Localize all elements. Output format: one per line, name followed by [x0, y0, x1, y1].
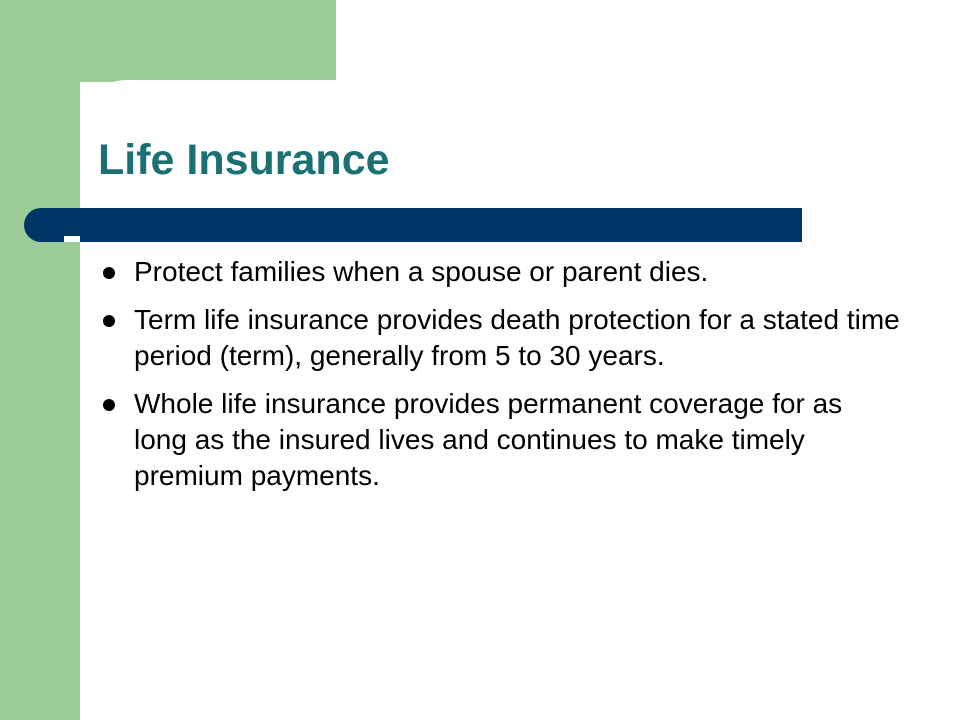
bullet-dot-icon [103, 315, 115, 327]
bullet-item [100, 386, 900, 494]
title-divider-notch [64, 236, 80, 242]
bullet-dot-icon [103, 399, 115, 411]
bullet-text: Protect families when a spouse or parent dies. [134, 256, 709, 287]
slide-title: Life Insurance [98, 136, 390, 184]
title-divider [24, 208, 802, 242]
green-header-block [0, 0, 336, 82]
bullet-item [100, 302, 900, 374]
bullet-dot-icon [103, 267, 115, 279]
bullet-text: Term life insurance provides death protection for a stated time period (term), generally from 5 to 30 years. [134, 304, 900, 371]
bullet-list [100, 254, 900, 506]
bullet-text: Whole life insurance provides permanent coverage for as long as the insured lives and continues to make timely premium payments. [134, 388, 843, 491]
bullet-item [100, 254, 900, 290]
green-sidebar [0, 0, 80, 720]
